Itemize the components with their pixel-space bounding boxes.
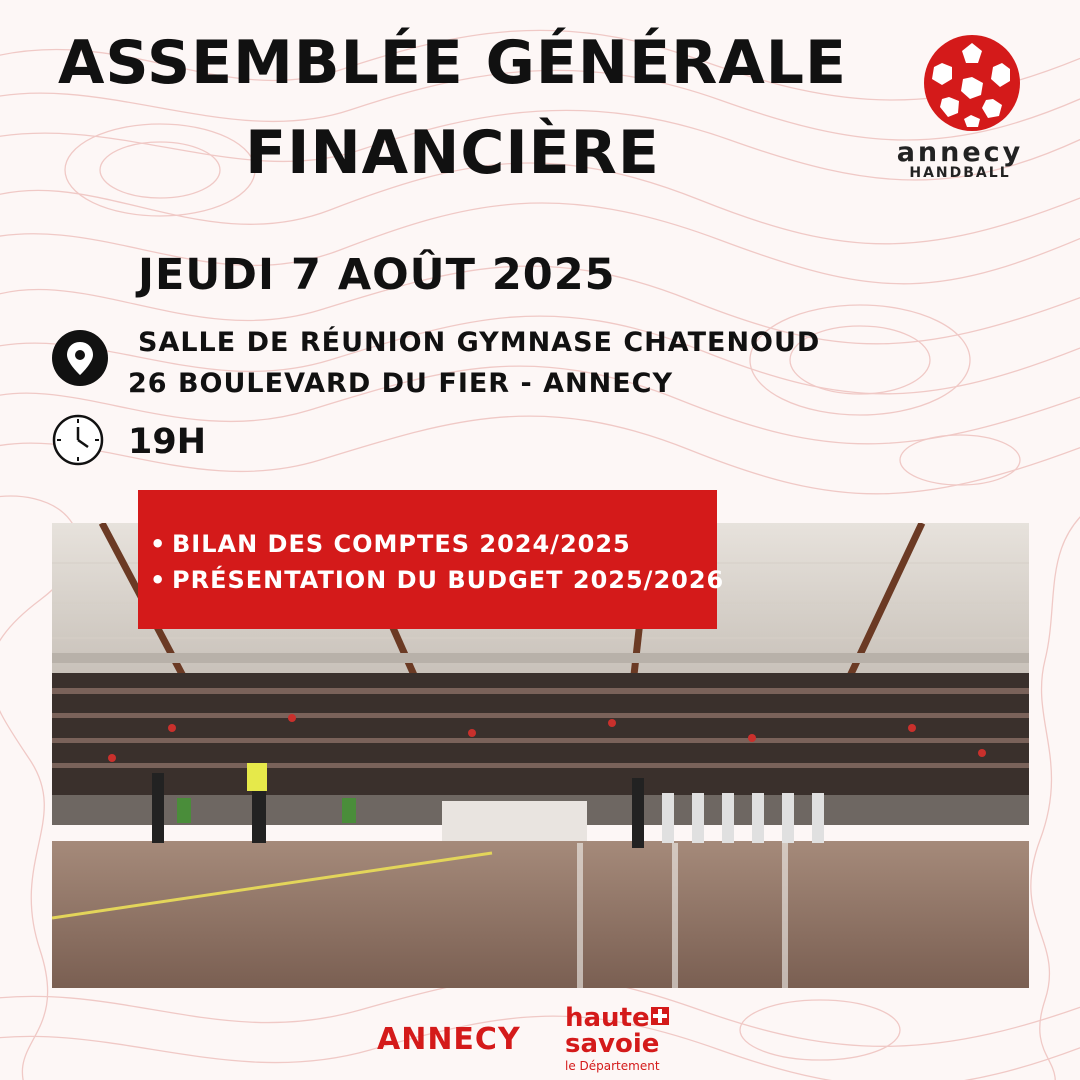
haute-savoie-line2: savoie	[565, 1029, 660, 1059]
event-date: JEUDI 7 AOÛT 2025	[138, 250, 616, 300]
logo-club-sport: HANDBALL	[909, 165, 1011, 181]
logo-club-name: annecy	[896, 137, 1024, 168]
event-time: 19H	[128, 422, 206, 462]
annecy-handball-logo	[885, 25, 1035, 185]
agenda-item: • PRÉSENTATION DU BUDGET 2025/2026	[150, 566, 725, 594]
location-venue: SALLE DE RÉUNION GYMNASE CHATENOUD	[138, 327, 821, 358]
agenda-item: • BILAN DES COMPTES 2024/2025	[150, 530, 631, 558]
agenda-box	[138, 490, 725, 629]
sponsor-haute-savoie-logo	[565, 1005, 675, 1077]
haute-savoie-line1: haute	[565, 1003, 650, 1033]
clock-icon	[52, 414, 104, 466]
map-pin-icon	[52, 330, 108, 386]
haute-savoie-line3: le Département	[565, 1059, 660, 1073]
sponsor-annecy-logo: ANNECY	[377, 1022, 521, 1057]
event-title-line2: FINANCIÈRE	[245, 118, 660, 188]
agenda-list	[150, 526, 724, 598]
savoy-cross-icon	[651, 1007, 669, 1025]
event-title-line1: ASSEMBLÉE GÉNÉRALE	[58, 28, 847, 98]
handball-icon	[885, 25, 1035, 135]
location-address: 26 BOULEVARD DU FIER - ANNECY	[128, 368, 674, 399]
